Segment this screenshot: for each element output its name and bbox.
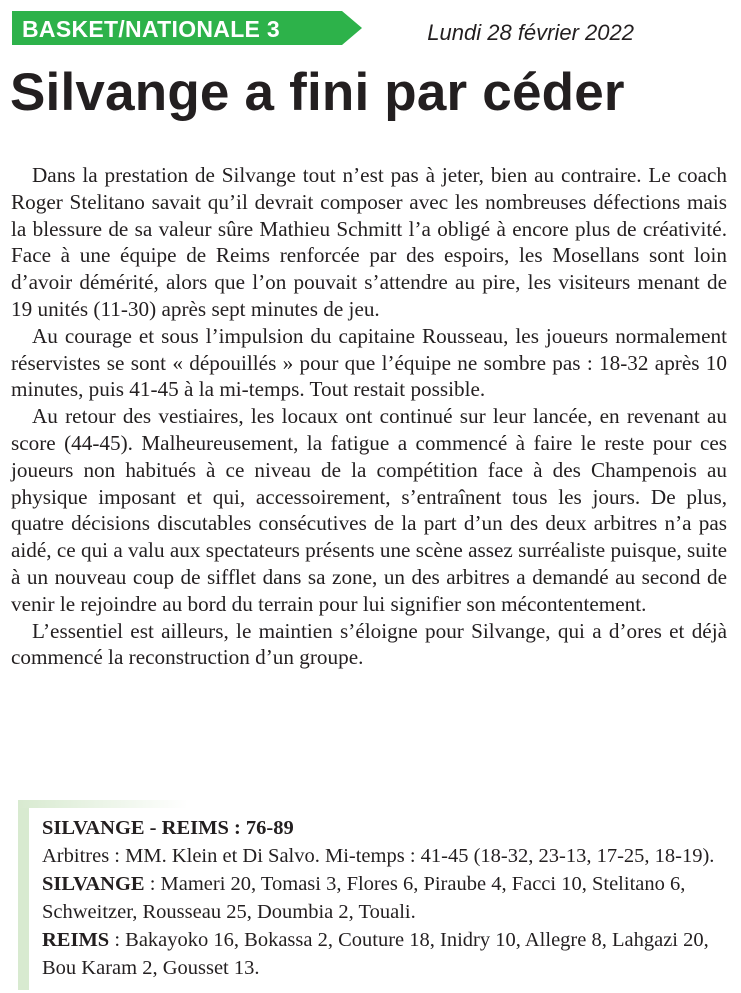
team-label-reims: REIMS: [42, 929, 110, 951]
silvange-roster-text: : Mameri 20, Tomasi 3, Flores 6, Piraube 4, Facci 10, Stelitano 6,: [144, 873, 686, 895]
article-body: [11, 162, 727, 671]
rubric-label: BASKET/NATIONALE 3: [22, 16, 280, 42]
article-paragraph: Dans la prestation de Silvange tout n’est pas à jeter, bien au contraire. Le coach Roger Stelitano savait qu’il devrait composer avec les nombreuses défections mais la blessure de sa valeur sûre Mathieu Schmitt l’a obligé à encore plus de créativité. Face à une équipe de Reims renforcée par des espoirs, les Mosellans sont loin d’avoir démérité, alors que l’on pouvait s’attendre au pire, les visiteurs menant de 19 unités (11-30) après sept minutes de jeu.: [11, 163, 727, 321]
match-info-box: [12, 800, 730, 990]
match-score: SILVANGE - REIMS : 76-89: [42, 817, 294, 839]
article-paragraph: Au courage et sous l’impulsion du capitaine Rousseau, les joueurs normalement réservistes se sont « dépouillés » pour que l’équipe ne sombre pas : 18-32 après 10 minutes, puis 41-45 à la mi-temps. Tout restait possible.: [11, 323, 727, 402]
box-top-rule: [18, 800, 188, 808]
reims-roster-line: [42, 926, 732, 954]
silvange-roster-line: [42, 870, 732, 898]
team-label-silvange: SILVANGE: [42, 873, 145, 895]
referees-line: Arbitres : MM. Klein et Di Salvo. Mi-temps : 41-45 (18-32, 23-13, 17-25, 18-19).: [42, 845, 715, 867]
match-info-content: [42, 814, 732, 982]
box-side-rule: [18, 800, 29, 990]
article-paragraph: Au retour des vestiaires, les locaux ont continué sur leur lancée, en revenant au score (44-45). Malheureusement, la fatigue a commencé à faire le reste pour ces joueurs non habitués à ce niveau de la compétition face à des Champenois au physique imposant et qui, accessoirement, s’entraînent tous les jours. De plus, quatre décisions discutables consécutives de la part d’un des deux arbitres n’a pas aidé, ce qui a valu aux spectateurs présents une scène assez surréaliste puisque, suite à un nouveau coup de sifflet dans sa zone, un des arbitres a demandé au second de venir le rejoindre au bord du terrain pour lui signifier son mécontentement.: [11, 404, 727, 616]
article-paragraph: L’essentiel est ailleurs, le maintien s’éloigne pour Silvange, qui a d’ores et déjà commencé la reconstruction d’un groupe.: [11, 618, 727, 670]
reims-roster-continued: Bou Karam 2, Gousset 13.: [42, 957, 260, 979]
silvange-roster-continued: Schweitzer, Rousseau 25, Doumbia 2, Touali.: [42, 901, 416, 923]
headline: Silvange a fini par céder: [10, 63, 625, 122]
reims-roster-text: : Bakayoko 16, Bokassa 2, Couture 18, Inidry 10, Allegre 8, Lahgazi 20,: [109, 929, 709, 951]
publication-date: Lundi 28 février 2022: [427, 20, 634, 45]
